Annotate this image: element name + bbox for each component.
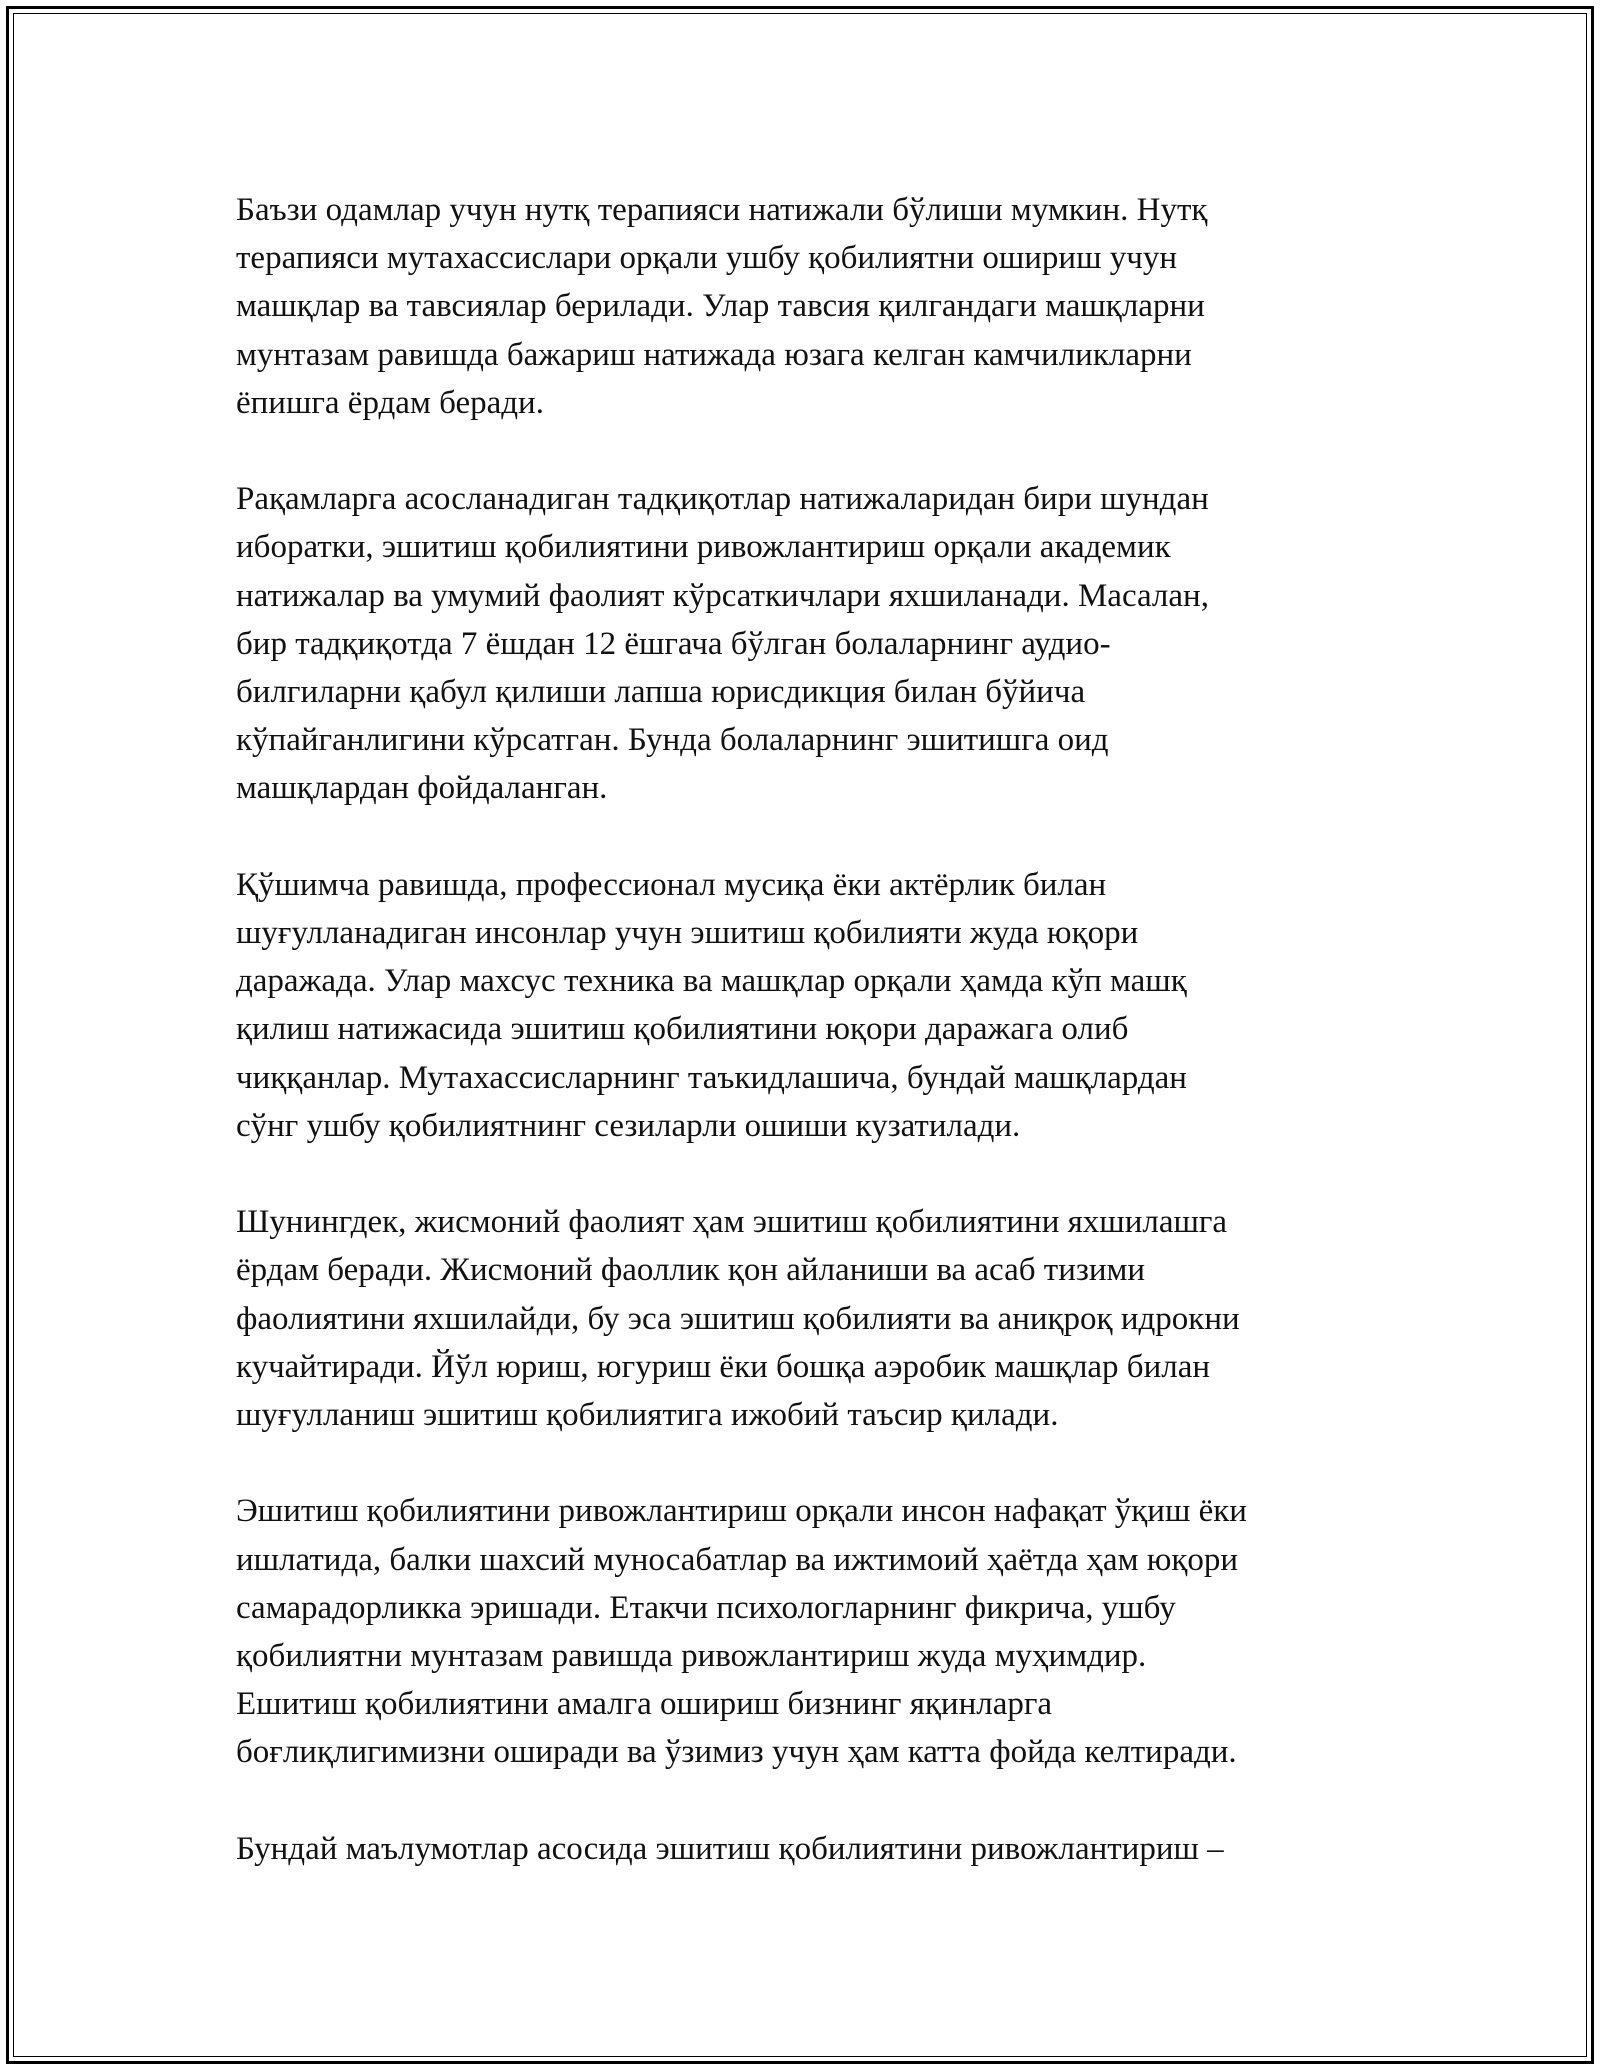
text-line: кўпайганлигини кўрсатган. Бунда болаларнинг эшитишга оид xyxy=(236,722,1109,759)
text-line: қобилиятни мунтазам равишда ривожлантириш жуда муҳимдир. xyxy=(236,1638,1147,1675)
text-line: фаолиятини яхшилайди, бу эса эшитиш қобилияти ва аниқроқ идрокни xyxy=(236,1300,1240,1337)
paragraph-3 xyxy=(236,861,1386,1150)
text-line: Рақамларга асосланадиган тадқиқотлар натижаларидан бири шундан xyxy=(236,481,1209,518)
text-line: билгиларни қабул қилиши лапша юрисдикция билан бўйича xyxy=(236,674,1086,711)
text-line: самарадорликка эришади. Етакчи психологларнинг фикрича, ушбу xyxy=(236,1589,1176,1626)
text-line: терапияси мутахассислари орқали ушбу қобилиятни ошириш учун xyxy=(236,240,1177,277)
text-line: сўнг ушбу қобилиятнинг сезиларли ошиши кузатилади. xyxy=(236,1107,1021,1144)
text-line: машқлардан фойдаланган. xyxy=(236,770,608,807)
document-body xyxy=(236,186,1386,1921)
text-line: Бундай маълумотлар асосида эшитиш қобилиятини ривожлантириш – xyxy=(236,1830,1224,1867)
text-line: чиққанлар. Мутахассисларнинг таъкидлашича, бундай машқлардан xyxy=(236,1059,1187,1096)
text-line: иборатки, эшитиш қобилиятини ривожлантириш орқали академик xyxy=(236,529,1171,566)
text-line: боғлиқлигимизни оширади ва ўзимиз учун ҳам катта фойда келтиради. xyxy=(236,1734,1237,1771)
paragraph-5 xyxy=(236,1487,1386,1776)
text-line: Қўшимча равишда, профессионал мусиқа ёки актёрлик билан xyxy=(236,866,1107,903)
text-line: кучайтиради. Йўл юриш, югуриш ёки бошқа аэробик машқлар билан xyxy=(236,1348,1211,1385)
text-line: ишлатида, балки шахсий муносабатлар ва ижтимоий ҳаётда ҳам юқори xyxy=(236,1541,1239,1578)
text-line: бир тадқиқотда 7 ёшдан 12 ёшгача бўлган болаларнинг аудио- xyxy=(236,625,1111,662)
text-line: Ешитиш қобилиятини амалга ошириш бизнинг яқинларга xyxy=(236,1686,1053,1723)
text-line: машқлар ва тавсиялар берилади. Улар тавсия қилгандаги машқларни xyxy=(236,288,1205,325)
text-line: ёрдам беради. Жисмоний фаоллик қон айланиши ва асаб тизими xyxy=(236,1252,1146,1289)
text-line: Баъзи одамлар учун нутқ терапияси натижали бўлиши мумкин. Нутқ xyxy=(236,192,1208,228)
text-line: ёпишга ёрдам беради. xyxy=(236,384,544,421)
paragraph-6 xyxy=(236,1825,1386,1873)
text-line: натижалар ва умумий фаолият кўрсаткичлари яхшиланади. Масалан, xyxy=(236,577,1209,614)
text-line: Шунингдек, жисмоний фаолият ҳам эшитиш қобилиятини яхшилашга xyxy=(236,1204,1228,1241)
text-line: шуғулланиш эшитиш қобилиятига ижобий таъсир қилади. xyxy=(236,1397,1059,1434)
text-line: Эшитиш қобилиятини ривожлантириш орқали инсон нафақат ўқиш ёки xyxy=(236,1493,1247,1530)
text-line: қилиш натижасида эшитиш қобилиятини юқори даражага олиб xyxy=(236,1011,1129,1048)
paragraph-1 xyxy=(236,186,1386,427)
paragraph-4 xyxy=(236,1198,1386,1439)
text-line: даражада. Улар махсус техника ва машқлар орқали ҳамда кўп машқ xyxy=(236,963,1187,1000)
paragraph-2 xyxy=(236,475,1386,812)
text-line: мунтазам равишда бажариш натижада юзага келган камчиликларни xyxy=(236,336,1192,373)
text-line: шуғулланадиган инсонлар учун эшитиш қобилияти жуда юқори xyxy=(236,915,1139,952)
